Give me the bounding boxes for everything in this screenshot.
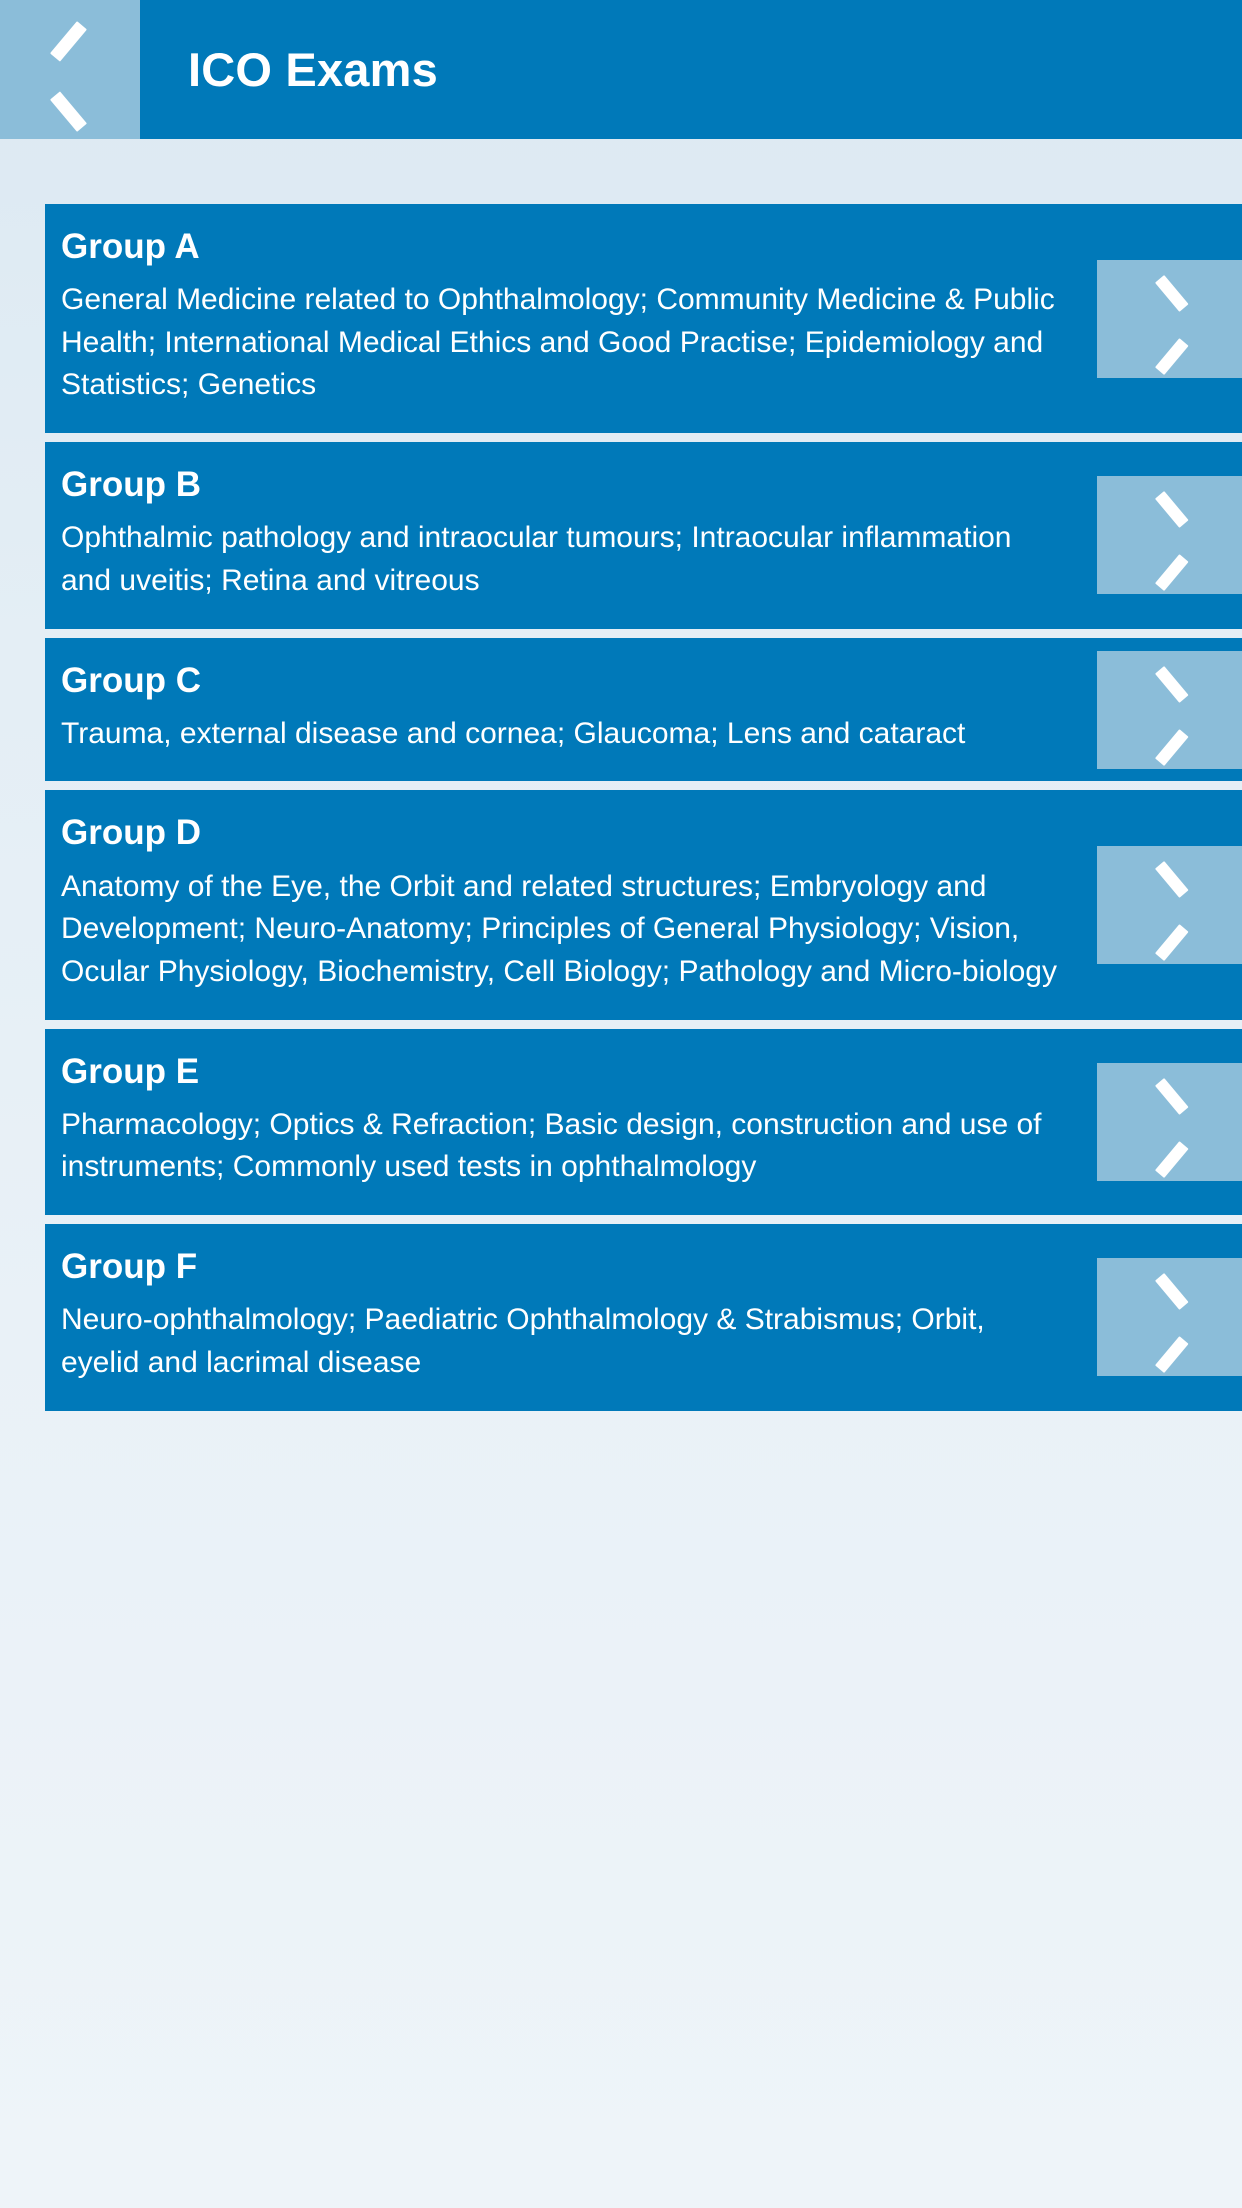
page-title: ICO Exams — [188, 43, 438, 96]
list-item-title: Group F — [61, 1247, 198, 1287]
list-item-description: General Medicine related to Ophthalmology; Community Medicine & Public Health; International Medical Ethics and Good Practise; Epidemiology and Statistics; Genetics — [61, 283, 1055, 402]
chevron-right-icon — [1152, 1089, 1188, 1155]
list-item-description: Neuro-ophthalmology; Paediatric Ophthalmology & Strabismus; Orbit, eyelid and lacrimal disease — [61, 1303, 985, 1379]
list-item[interactable] — [45, 790, 1242, 1019]
list-item[interactable] — [45, 204, 1242, 433]
list-item-description: Anatomy of the Eye, the Orbit and related structures; Embryology and Development; Neuro-Anatomy; Principles of General Physiology; Vision, Ocular Physiology, Biochemistry, Cell Biology; Pathology and Micro-biology — [61, 869, 1057, 988]
list-item[interactable] — [45, 1224, 1242, 1410]
chevron-right-icon — [1152, 872, 1188, 938]
list-item-title: Group E — [61, 1051, 200, 1091]
list-item-title: Group C — [61, 660, 201, 700]
list-item-title: Group B — [61, 465, 201, 505]
list-item-description: Trauma, external disease and cornea; Glaucoma; Lens and cataract — [61, 716, 966, 750]
list-item-description: Pharmacology; Optics & Refraction; Basic design, construction and use of instruments; Commonly used tests in ophthalmology — [61, 1107, 1042, 1184]
list-item-content — [45, 204, 1097, 433]
chevron-left-icon — [49, 33, 91, 107]
list-item-disclosure[interactable] — [1097, 476, 1242, 594]
list-item-content — [45, 638, 1097, 782]
chevron-right-icon — [1152, 1284, 1188, 1350]
chevron-right-icon — [1152, 502, 1188, 568]
list-item[interactable] — [45, 442, 1242, 628]
chevron-right-icon — [1152, 677, 1188, 743]
list-item[interactable] — [45, 1029, 1242, 1215]
list-item-disclosure[interactable] — [1097, 846, 1242, 964]
back-button[interactable] — [0, 0, 140, 139]
list-item-content — [45, 442, 1097, 628]
list-item-disclosure[interactable] — [1097, 260, 1242, 378]
list-item-disclosure[interactable] — [1097, 1258, 1242, 1376]
list-item-content — [45, 1224, 1097, 1410]
list-item-title: Group D — [61, 813, 201, 853]
list-item[interactable] — [45, 638, 1242, 782]
list-item-disclosure[interactable] — [1097, 1063, 1242, 1181]
list-item-title: Group A — [61, 227, 200, 266]
list-item-content — [45, 790, 1097, 1019]
app-header — [0, 0, 1242, 139]
exam-group-list — [0, 204, 1242, 1411]
chevron-right-icon — [1152, 286, 1188, 352]
list-item-content — [45, 1029, 1097, 1215]
list-item-disclosure[interactable] — [1097, 651, 1242, 769]
list-item-description: Ophthalmic pathology and intraocular tumours; Intraocular inflammation and uveitis; Retina and vitreous — [61, 521, 1012, 597]
